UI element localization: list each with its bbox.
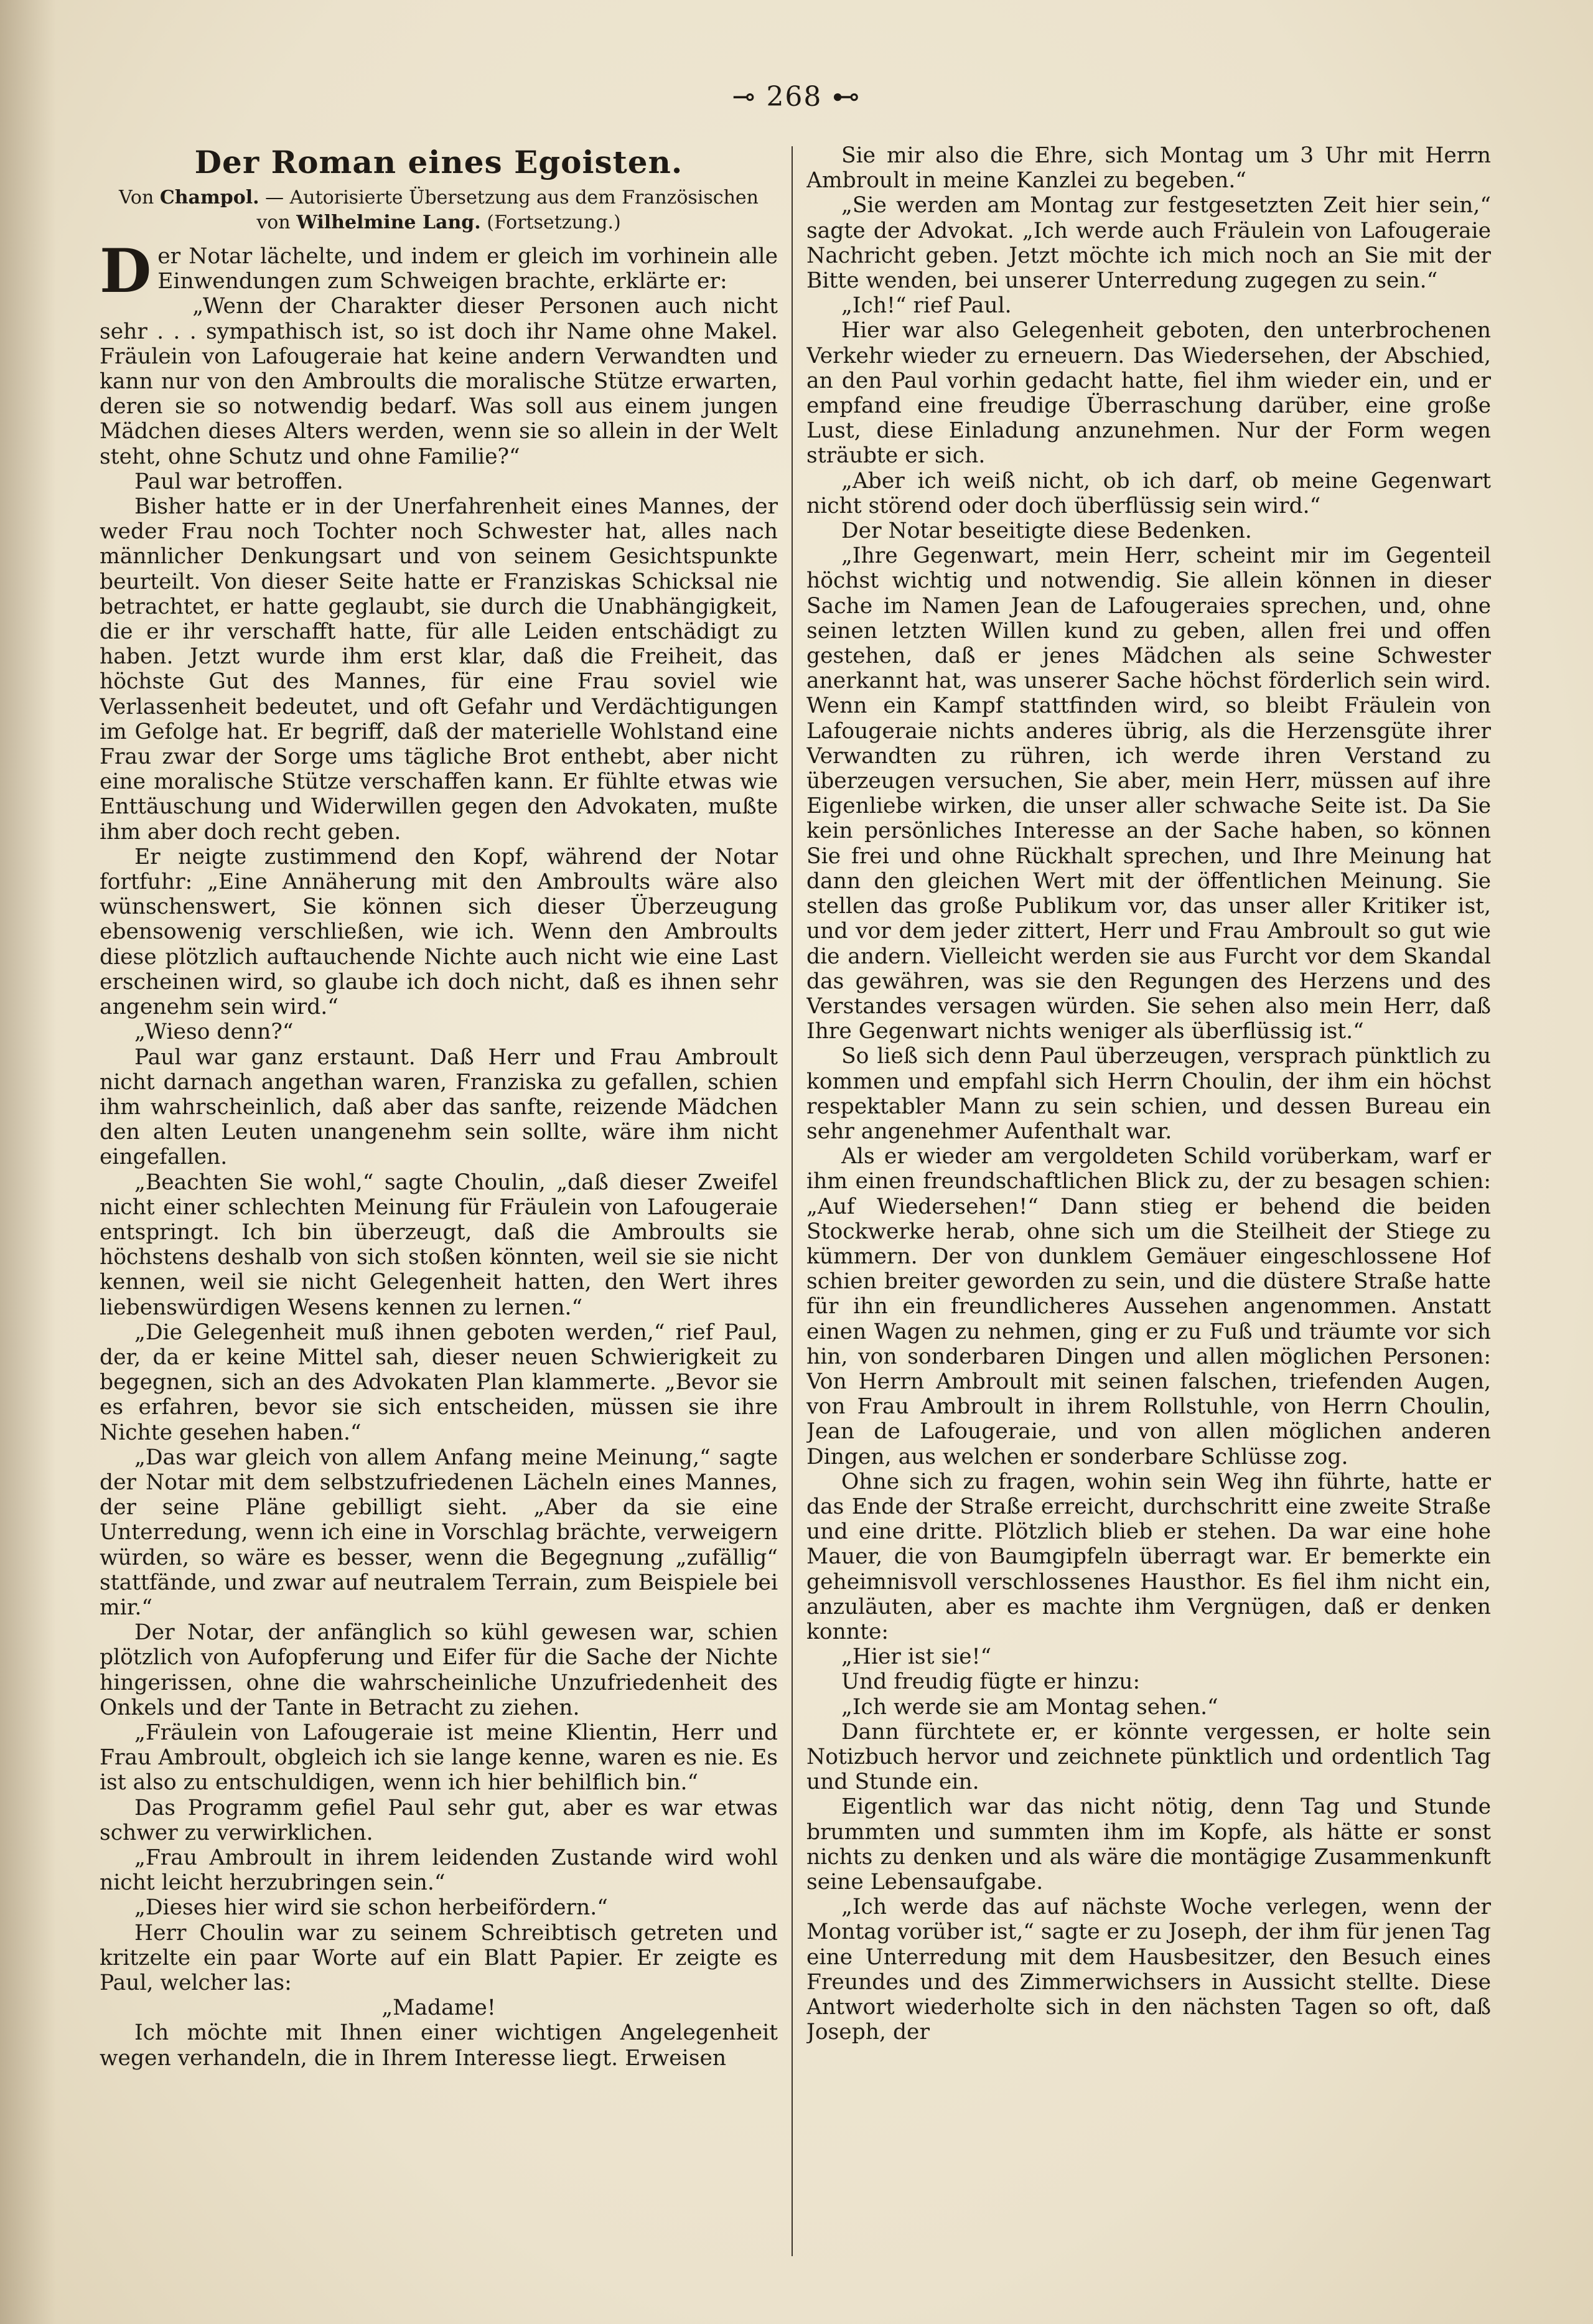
paragraph: [806, 143, 1491, 193]
paragraph-text: Herr Choulin war zu seinem Schreibtisch getreten und kritzelte ein paar Worte auf ein Blatt Papier. Er zeigte es Paul, welcher las:: [100, 1920, 778, 1996]
paragraph: [806, 1695, 1491, 1720]
article-byline: [100, 185, 778, 235]
paragraph: [806, 469, 1491, 518]
paragraph-text: „Aber ich weiß nicht, ob ich darf, ob meine Gegenwart nicht störend oder doch überflüssig sein wird.“: [806, 468, 1491, 518]
paragraph-text: „Ich!“ rief Paul.: [841, 293, 1012, 319]
paragraph: [100, 494, 778, 845]
paragraph-text: „Dieses hier wird sie schon herbeifördern.“: [134, 1895, 608, 1921]
byline-prefix: Von: [119, 187, 154, 209]
paragraph-text: „Ihre Gegenwart, mein Herr, scheint mir im Gegenteil höchst wichtig und notwendig. Sie allein können in dieser Sache im Namen Jean de Lafougeraies sprechen, und, ohne seinen letzten Willen kund zu geben, allen frei und offen gestehen, daß er jenes Mädchen als seine Schwester anerkannt hat, was unserer Sache höchst förderlich sein wird. Wenn ein Kampf stattfinden wird, so bleibt Fräulein von Lafougeraie nichts anderes übrig, als die Herzensgüte ihrer Verwandten zu rühren, ich werde ihren Verstand zu überzeugen versuchen, Sie aber, mein Herr, müssen auf ihre Eigenliebe wirken, die unser aller schwache Seite ist. Da Sie kein persönliches Interesse an der Sache haben, so können Sie frei und ohne Rückhalt sprechen, und Ihre Meinung hat dann den gleichen Wert mit der öffentlichen Meinung. Sie stellen das große Publikum vor, das unser aller Kritiker ist, und vor dem jeder zittert, Herr und Frau Ambroult so gut wie die andern. Vielleicht werden sie aus Furcht vor dem Skandal das gewähren, was sie den Regungen des Herzens und des Verstandes versagen würden. Sie sehen also mein Herr, daß Ihre Gegenwart nichts weniger als überflüssig ist.“: [806, 543, 1491, 1044]
paragraph-text: Bisher hatte er in der Unerfahrenheit eines Mannes, der weder Frau noch Tochter noch Schwester hat, alles nach männlicher Denkungsart und von seinem Gesichtspunkte beurteilt. Von dieser Seite hatte er Franziskas Schicksal nie betrachtet, er hatte geglaubt, sie durch die Unabhängigkeit, die er ihr verschafft hatte, für alle Leiden entschädigt zu haben. Jetzt wurde ihm erst klar, daß die Freiheit, das höchste Gut des Mannes, für eine Frau soviel wie Verlassenheit bedeutet, und oft Gefahr und Verdächtigungen im Gefolge hat. Er begriff, daß der materielle Wohlstand eine Frau zwar der Sorge ums tägliche Brot enthebt, aber nicht eine moralische Stütze verschaffen kann. Er fühlte etwas wie Enttäuschung und Widerwillen gegen den Advokaten, mußte ihm aber doch recht geben.: [100, 494, 778, 845]
ornament-left: ⊸: [732, 81, 767, 113]
byline-translator: Wilhelmine Lang.: [296, 212, 481, 233]
paragraph: [806, 1895, 1491, 2045]
paragraph-text: „Wenn der Charakter dieser Personen auch nicht sehr . . . sympathisch ist, so ist doch ihr Name ohne Makel. Fräulein von Lafougeraie hat keine andern Verwandten und kann nur von den Ambroults die moralische Stütze erwarten, deren sie so notwendig bedarf. Was soll aus einem jungen Mädchen dieses Alters werden, wenn sie so allein in der Welt steht, ohne Schutz und ohne Familie?“: [100, 294, 778, 469]
paragraph-text: er Notar lächelte, und indem er gleich im vorhinein alle Einwendungen zum Schweigen brachte, erklärte er:: [157, 244, 778, 294]
left-paragraphs: [100, 236, 778, 2071]
paragraph-text: „Sie werden am Montag zur festgesetzten Zeit hier sein,“ sagte der Advokat. „Ich werde auch Fräulein von Lafougeraie Nachricht geben. Jetzt möchte ich mich noch an Sie mit der Bitte wenden, bei unserer Unterredung zugegen zu sein.“: [806, 193, 1491, 294]
paragraph-text: Der Notar, der anfänglich so kühl gewesen war, schien plötzlich von Aufopferung und Eifer für die Sache der Nichte hingerissen, ohne die wahrscheinliche Unzufriedenheit des Onkels und der Tante in Betracht zu ziehen.: [100, 1620, 778, 1720]
paragraph-text: „Das war gleich von allem Anfang meine Meinung,“ sagte der Notar mit dem selbstzufriedenen Lächeln eines Mannes, der seine Pläne gebilligt sieht. „Aber da sie eine Unterredung, wenn ich eine in Vorschlag brächte, verweigern würden, so wäre es besser, wenn die Begegnung „zufällig“ stattfände, und zwar auf neutralem Terrain, zum Beispiele bei mir.“: [100, 1445, 778, 1620]
left-column: [100, 143, 778, 2259]
byline-author: Champol.: [159, 187, 259, 209]
paragraph: [806, 518, 1491, 543]
paragraph-text: Eigentlich war das nicht nötig, denn Tag und Stunde brummten und summten ihm im Kopfe, als hätte er sonst nichts zu denken und als wäre die montägige Zusammenkunft seine Lebensaufgabe.: [806, 1794, 1491, 1895]
paragraph-text: Das Programm gefiel Paul sehr gut, aber es war etwas schwer zu verwirklichen.: [100, 1795, 778, 1845]
paragraph: [100, 1045, 778, 1170]
right-column: [806, 143, 1491, 2259]
paragraph-text: So ließ sich denn Paul überzeugen, versprach pünktlich zu kommen und empfahl sich Herrn Choulin, der ihm ein höchst respektabler Mann zu sein schien, und dessen Bureau ein sehr angenehmer Aufenthalt war.: [806, 1044, 1491, 1144]
paragraph: [806, 543, 1491, 1044]
paragraph-text: Paul war ganz erstaunt. Daß Herr und Frau Ambroult nicht darnach angethan waren, Franziska zu gefallen, schien ihm wahrscheinlich, daß aber das sanfte, reizende Mädchen den alten Leuten unangenehm sein sollte, wäre ihm nicht eingefallen.: [100, 1044, 778, 1170]
paragraph: [806, 1669, 1491, 1694]
paragraph: [806, 293, 1491, 318]
column-divider: [792, 146, 793, 2256]
right-paragraphs: [806, 143, 1491, 2045]
paragraph-text: „Frau Ambroult in ihrem leidenden Zustande wird wohl nicht leicht herzubringen sein.“: [100, 1845, 778, 1896]
paragraph: [806, 193, 1491, 293]
paragraph: [100, 1720, 778, 1796]
paragraph: [100, 2020, 778, 2070]
paragraph: [100, 1895, 778, 1920]
paragraph-text: „Wieso denn?“: [134, 1019, 294, 1045]
paragraph: [806, 1044, 1491, 1144]
paragraph: [806, 1644, 1491, 1669]
paragraph: [100, 1796, 778, 1845]
paragraph-text: Paul war betroffen.: [134, 469, 343, 494]
paragraph: [806, 318, 1491, 468]
paragraph-text: „Beachten Sie wohl,“ sagte Choulin, „daß dieser Zweifel nicht einer schlechten Meinung für Fräulein von Lafougeraie entspringt. Ich bin überzeugt, daß die Ambroults sie höchstens deshalb von sich stoßen könnten, weil sie sie nicht kennen, weil sie nicht Gelegenheit hatten, den Wert ihres liebenswürdigen Wesens kennen zu lernen.“: [100, 1169, 778, 1320]
paragraph: [806, 1794, 1491, 1895]
paragraph-text: Und freudig fügte er hinzu:: [841, 1669, 1141, 1695]
paragraph: [100, 1995, 778, 2020]
paragraph-text: „Ich werde sie am Montag sehen.“: [841, 1694, 1218, 1720]
paragraph: [100, 1445, 778, 1620]
ornament-right: ⊷: [822, 81, 861, 113]
paragraph-text: „Fräulein von Lafougeraie ist meine Klientin, Herr und Frau Ambroult, obgleich ich sie lange kenne, waren es nie. Es ist also zu entschuldigen, wenn ich hier behilflich bin.“: [100, 1720, 778, 1796]
paragraph: [100, 1170, 778, 1320]
paragraph: [100, 1019, 778, 1044]
paragraph-text: Als er wieder am vergoldeten Schild vorüberkam, warf er ihm einen freundschaftlichen Blick zu, der zu besagen schien: „Auf Wiedersehen!“ Dann stieg er behend die beiden Stockwerke herab, ohne sich um die Steilheit der Stiege zu kümmern. Der von dunklem Gemäuer eingeschlossene Hof schien breiter geworden zu sein, und die düstere Straße hatte für ihn ein freundlicheres Aussehen angenommen. Anstatt einen Wagen zu nehmen, ging er zu Fuß und träumte vor sich hin, von sonderbaren Dingen und allen möglichen Personen: Von Herrn Ambroult mit seinen falschen, triefenden Augen, von Frau Ambroult in ihrem Rollstuhle, von Herrn Choulin, Jean de Lafougeraie, und von allen möglichen anderen Dingen, aus welchen er sonderbare Schlüsse zog.: [806, 1144, 1491, 1469]
paragraph-text: Dann fürchtete er, er könnte vergessen, er holte sein Notizbuch hervor und zeichnete pünktlich und ordentlich Tag und Stunde ein.: [806, 1719, 1491, 1795]
page-edge-shadow: [0, 0, 56, 2324]
paragraph-text: Ich möchte mit Ihnen einer wichtigen Angelegenheit wegen verhandeln, die in Ihrem Interesse liegt. Erweisen: [100, 2020, 778, 2071]
paragraph-text: „Die Gelegenheit muß ihnen geboten werden,“ rief Paul, der, da er keine Mittel sah, dieser neuen Schwierigkeit zu begegnen, sich an des Advokaten Plan klammerte. „Bevor sie es erfahren, bevor sie sich entscheiden, müssen sie ihre Nichte gesehen haben.“: [100, 1319, 778, 1445]
paragraph-text: Der Notar beseitigte diese Bedenken.: [841, 518, 1252, 544]
paragraph-text: Sie mir also die Ehre, sich Montag um 3 Uhr mit Herrn Ambroult in meine Kanzlei zu begeben.“: [806, 143, 1491, 194]
drop-cap: D: [100, 236, 152, 306]
article-title: Der Roman eines Egoisten.: [194, 144, 683, 180]
paragraph: [806, 1144, 1491, 1469]
paragraph: [100, 1845, 778, 1895]
paragraph: [100, 469, 778, 494]
paragraph: [100, 1921, 778, 1996]
paragraph: [100, 294, 778, 469]
paragraph: [100, 845, 778, 1019]
paragraph: [100, 236, 778, 306]
paragraph-text: Er neigte zustimmend den Kopf, während der Notar fortfuhr: „Eine Annäherung mit den Ambroults wäre also wünschenswert, Sie können sich dieser Überzeugung ebensowenig verschließen, wie ich. Wenn den Ambroults diese plötzlich auftauchende Nichte auch nicht wie eine Last erscheinen wird, so glaube ich doch nicht, daß es ihnen sehr angenehm sein wird.“: [100, 844, 778, 1020]
paragraph-text: Ohne sich zu fragen, wohin sein Weg ihn führte, hatte er das Ende der Straße erreicht, durchschritt eine zweite Straße und eine dritte. Plötzlich blieb er stehen. Da war eine hohe Mauer, die von Baumgipfeln überragt war. Er bemerkte ein geheimnisvoll verschlossenes Hausthor. Es fiel ihm nicht ein, anzuläuten, aber es machte ihm Vergnügen, daß er denken konnte:: [806, 1469, 1491, 1644]
byline-middle: — Autorisierte Übersetzung aus dem Französischen von: [256, 187, 759, 233]
page-number: ⊸ 268 ⊷: [732, 81, 861, 113]
paragraph: [806, 1469, 1491, 1644]
paragraph-text: „Hier ist sie!“: [841, 1644, 992, 1670]
byline-suffix: (Fortsetzung.): [487, 212, 621, 233]
paragraph: [100, 1320, 778, 1445]
paragraph-text: „Ich werde das auf nächste Woche verlegen, wenn der Montag vorüber ist,“ sagte er zu Joseph, der ihm für jenen Tag eine Unterredung mit dem Hausbesitzer, den Besuch eines Freundes und des Zimmerwichsers in Aussicht stellte. Diese Antwort wiederholte sich in den nächsten Tagen so oft, daß Joseph, der: [806, 1895, 1491, 2045]
paragraph: [806, 1720, 1491, 1795]
paragraph: [100, 1620, 778, 1720]
paragraph-text: „Madame!: [381, 1995, 496, 2021]
paragraph-text: Hier war also Gelegenheit geboten, den unterbrochenen Verkehr wieder zu erneuern. Das Wiedersehen, der Abschied, an den Paul vorhin gedacht hatte, fiel ihm wieder ein, und er empfand eine freudige Überraschung darüber, eine große Lust, diese Einladung anzunehmen. Nur der Form wegen sträubte er sich.: [806, 318, 1491, 469]
